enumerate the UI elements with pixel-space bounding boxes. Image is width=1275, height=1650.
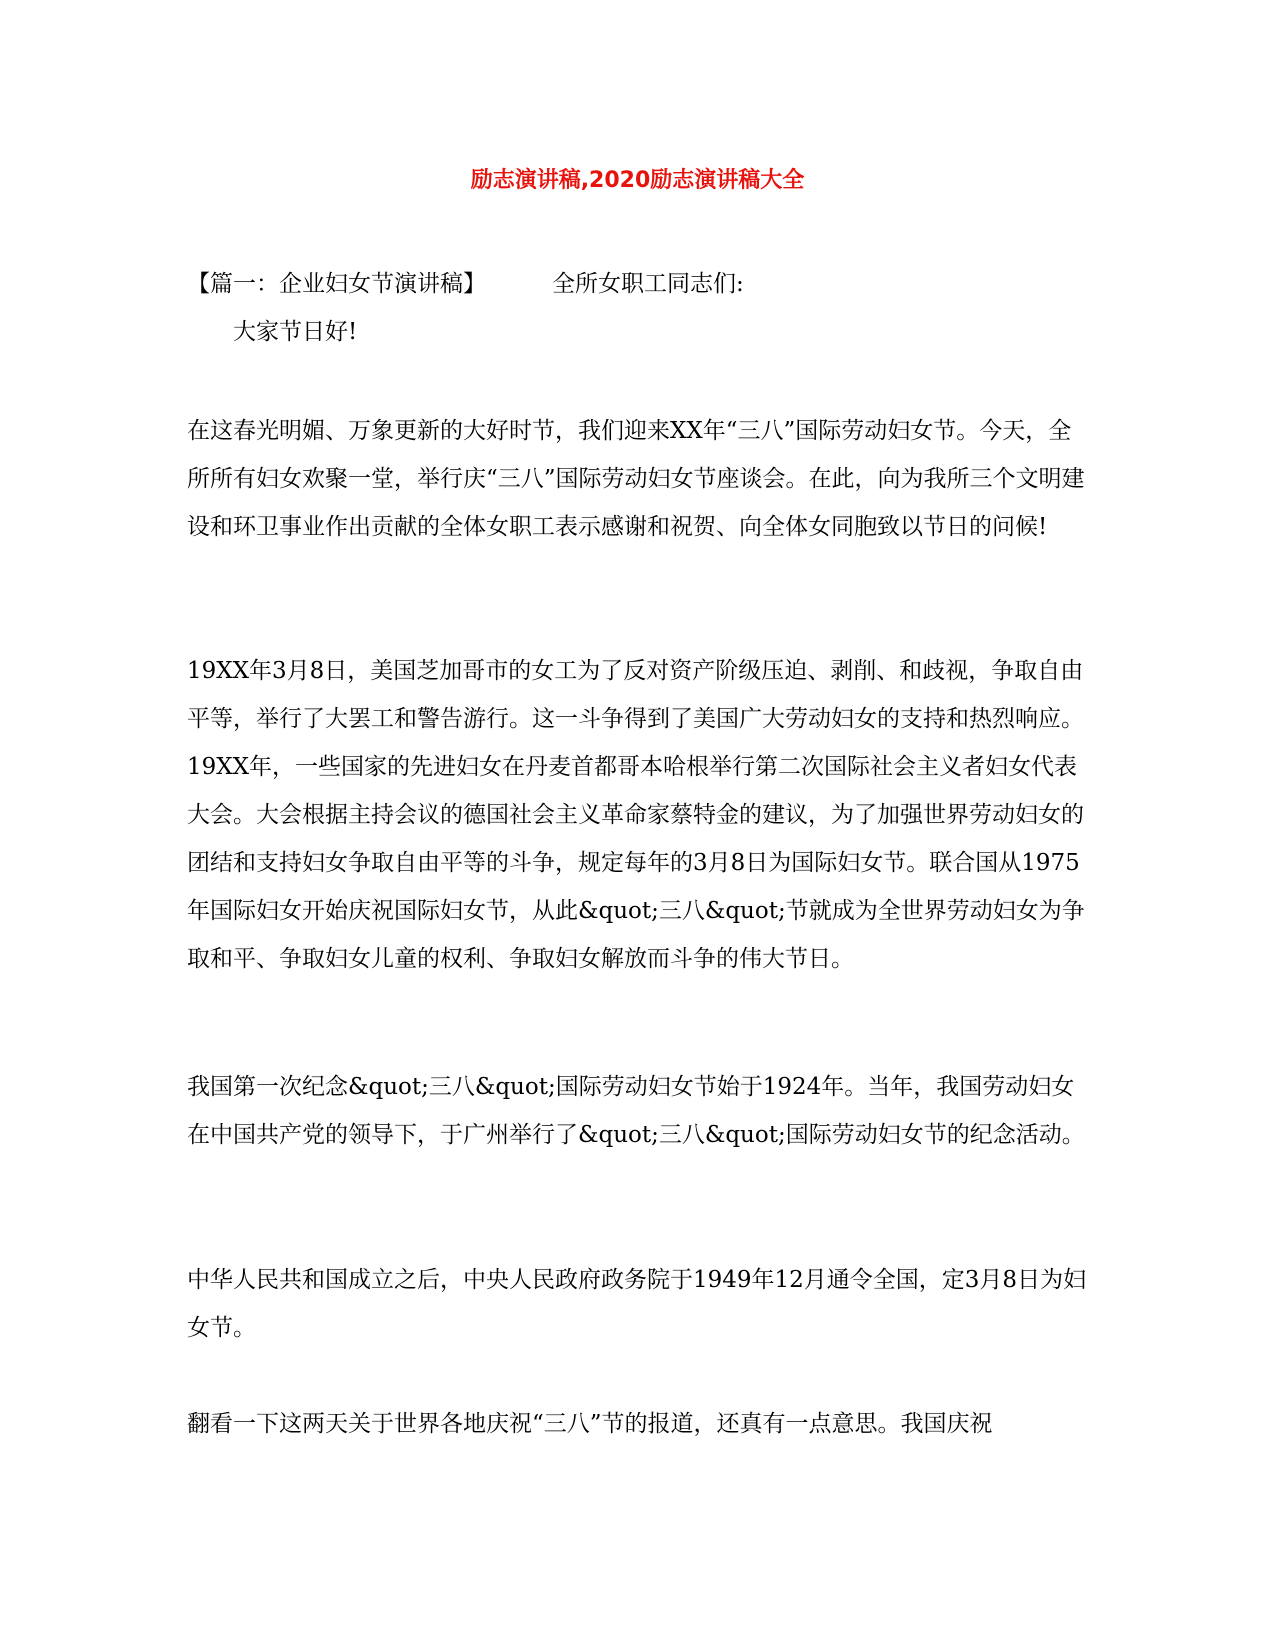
section-heading: 【篇一：企业妇女节演讲稿】 (187, 271, 486, 297)
paragraph-text: 中华人民共和国成立之后，中央人民政府政务院于1949年12月通令全国，定3月8日为妇女节。 (187, 1267, 1087, 1341)
intro-block (187, 260, 1089, 356)
salutation: 全所女职工同志们: (552, 271, 744, 297)
paragraph-text: 我国第一次纪念&quot;三八&quot;国际劳动妇女节始于1924年。当年，我国劳动妇女在中国共产党的领导下，于广州举行了&quot;三八&quot;国际劳动妇女节的纪念活动。 (187, 1074, 1085, 1148)
paragraph-text: 19XX年3月8日，美国芝加哥市的女工为了反对资产阶级压迫、剥削、和歧视，争取自由平等，举行了大罢工和警告游行。这一斗争得到了美国广大劳动妇女的支持和热烈响应。19XX年，一些国家的先进妇女在丹麦首都哥本哈根举行第二次国际社会主义者妇女代表大会。大会根据主持会议的德国社会主义革命家蔡特金的建议，为了加强世界劳动妇女的团结和支持妇女争取自由平等的斗争，规定每年的3月8日为国际妇女节。联合国从1975年国际妇女开始庆祝国际妇女节，从此&quot;三八&quot;节就成为全世界劳动妇女为争取和平、争取妇女儿童的权利、争取妇女解放而斗争的伟大节日。 (187, 658, 1085, 972)
paragraph (187, 407, 1089, 551)
paragraph-text: 翻看一下这两天关于世界各地庆祝“三八”节的报道，还真有一点意思。我国庆祝 (187, 1411, 993, 1437)
document-title: 励志演讲稿,2020励志演讲稿大全 (470, 168, 805, 193)
paragraph (187, 1256, 1089, 1352)
intro-line (187, 260, 1089, 308)
paragraph (187, 647, 1089, 983)
paragraph-text: 在这春光明媚、万象更新的大好时节，我们迎来XX年“三八”国际劳动妇女节。今天，全所所有妇女欢聚一堂，举行庆“三八”国际劳动妇女节座谈会。在此，向为我所三个文明建设和环卫事业作出贡献的全体女职工表示感谢和祝贺、向全体女同胞致以节日的问候! (187, 418, 1085, 540)
paragraph (187, 1063, 1089, 1159)
greeting: 大家节日好! (233, 319, 358, 345)
paragraph (187, 1400, 1089, 1448)
